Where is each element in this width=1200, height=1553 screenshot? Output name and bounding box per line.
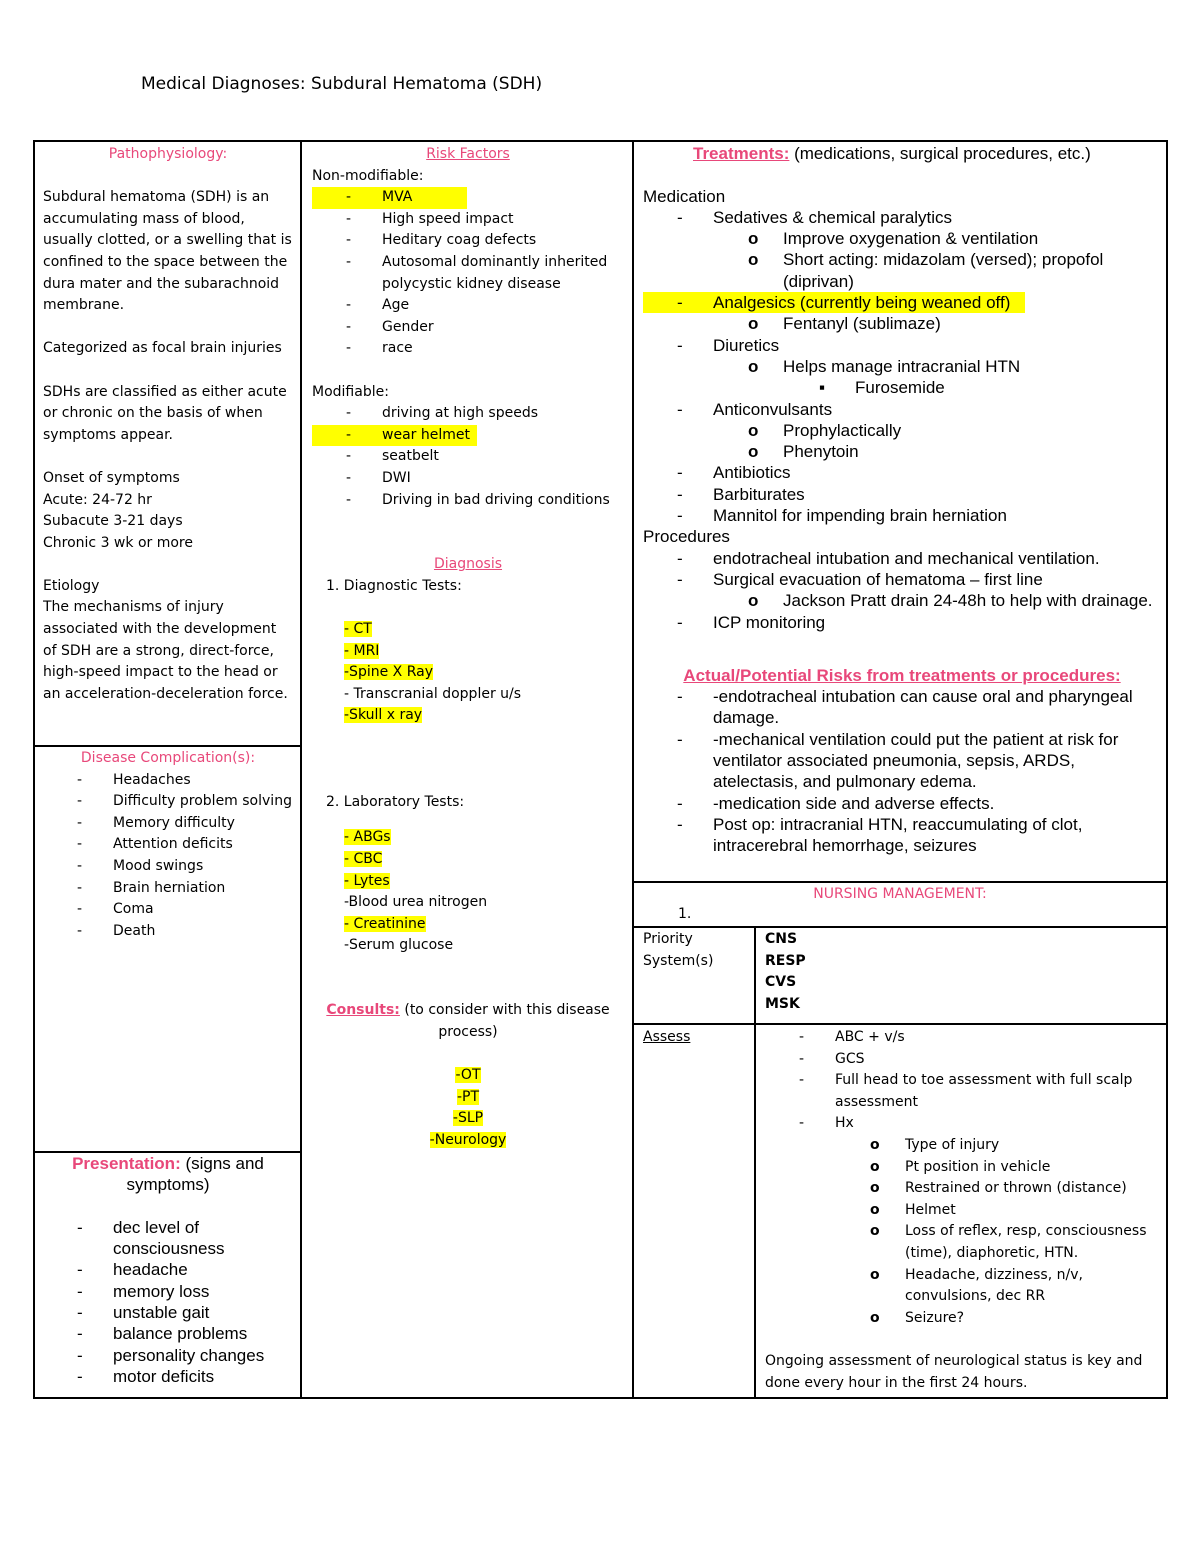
row-divider-nursing [632, 881, 1168, 883]
list-item: - Diuretics [643, 335, 1161, 356]
list-item: -SLP [452, 1110, 484, 1127]
presentation-heading-row [43, 1153, 293, 1196]
ongoing-assessment-text: Ongoing assessment of neurological status is key and done every hour in the first 24 hours. [765, 1352, 1143, 1391]
nursing-number: 1. [678, 906, 692, 922]
list-item: o Loss of reflex, resp, consciousness (time), diaphoretic, HTN. [765, 1221, 1160, 1264]
row-divider-complications [33, 745, 302, 747]
list-item: - -medication side and adverse effects. [643, 793, 1161, 814]
consults-heading-row [312, 1000, 624, 1043]
list-item: - Mannitol for impending brain herniation [643, 505, 1161, 526]
list-item: -OT [455, 1066, 481, 1083]
system-item: MSK [765, 995, 800, 1012]
list-item: - Headaches [43, 770, 293, 792]
treatments-heading-row [643, 143, 1161, 164]
onset-title: Onset of symptoms [43, 469, 180, 486]
priority-label-cell [643, 929, 748, 972]
list-item: - memory loss [43, 1281, 293, 1302]
priority-systems-cell [765, 929, 1155, 1015]
list-item: o Seizure? [765, 1308, 1160, 1330]
categorized-text: Categorized as focal brain injuries [43, 340, 282, 357]
list-item: - personality changes [43, 1345, 293, 1366]
classification-text: SDHs are classified as either acute or chronic on the basis of when symptoms appear. [43, 383, 287, 443]
assess-content-cell [765, 1027, 1160, 1394]
list-item: - Analgesics (currently being weaned off) [643, 292, 1025, 313]
etiology-text: The mechanisms of injury associated with the development of SDH are a strong, direct-force, high-speed impact to the head or an acceleration-deceleration force. [43, 599, 288, 702]
list-item: - Full head to toe assessment with full scalp assessment [765, 1070, 1160, 1113]
list-item: - Attention deficits [43, 834, 293, 856]
onset-chronic: Chronic 3 wk or more [43, 534, 193, 551]
list-item: - Death [43, 921, 293, 943]
list-item: o Improve oxygenation & ventilation [643, 228, 1161, 249]
treatments-heading: Treatments: [693, 144, 790, 163]
list-item: o Type of injury [765, 1135, 1160, 1157]
list-item: - Creatinine [344, 915, 426, 932]
list-item: o Helps manage intracranial HTN [643, 356, 1161, 377]
page-title: Medical Diagnoses: Subdural Hematoma (SDH) [141, 74, 543, 94]
list-item: - Antibiotics [643, 462, 1161, 483]
list-item: - ABGs [344, 829, 391, 846]
list-item: - Coma [43, 899, 293, 921]
list-item: - Surgical evacuation of hematoma – first line [643, 569, 1161, 590]
list-item: - MRI [344, 642, 380, 659]
laboratory-tests-title: 2. Laboratory Tests: [326, 793, 465, 810]
assess-label-cell [643, 1027, 748, 1049]
presentation-heading: Presentation: [72, 1154, 181, 1173]
system-item: CNS [765, 931, 798, 947]
list-item: - Hx [765, 1113, 1160, 1135]
list-item: - driving at high speeds [312, 403, 624, 425]
list-item: o Phenytoin [643, 441, 1161, 462]
list-item: - Driving in bad driving conditions [312, 490, 624, 512]
list-item: - CT [344, 621, 372, 638]
column-divider-2 [632, 140, 634, 1399]
treatments-section [643, 143, 1161, 880]
list-item: - Age [312, 295, 624, 317]
table-border-left [33, 140, 35, 1399]
nursing-management-heading: NURSING MANAGEMENT: [813, 886, 987, 902]
list-item: - motor deficits [43, 1366, 293, 1387]
onset-acute: Acute: 24-72 hr [43, 491, 152, 508]
list-item: -Blood urea nitrogen [344, 894, 488, 911]
list-item: -Spine X Ray [344, 664, 433, 681]
list-item: - seatbelt [312, 446, 624, 468]
list-item: o Headache, dizziness, n/v, convulsions, dec RR [765, 1265, 1160, 1308]
system-item: CVS [765, 974, 797, 991]
column-divider-1 [300, 140, 302, 1399]
list-item: - -endotracheal intubation can cause oral and pharyngeal damage. [643, 686, 1161, 729]
priority-label: Priority System(s) [643, 931, 714, 969]
medication-title: Medication [643, 186, 726, 206]
list-item: - Difficulty problem solving [43, 791, 293, 813]
assess-label: Assess [643, 1029, 691, 1045]
list-item: - Transcranial doppler u/s [344, 685, 522, 702]
list-item: - High speed impact [312, 209, 624, 231]
list-item: o Short acting: midazolam (versed); propofol (diprivan) [643, 249, 1161, 292]
consults-heading: Consults: [326, 1002, 400, 1019]
etiology-title: Etiology [43, 577, 100, 594]
complications-section [43, 748, 293, 942]
list-item: - Barbiturates [643, 484, 1161, 505]
nonmodifiable-title: Non-modifiable: [312, 167, 424, 184]
row-divider-assess [632, 1023, 1168, 1025]
presentation-section [43, 1153, 293, 1387]
risk-factors-heading: Risk Factors [426, 146, 510, 162]
system-item: RESP [765, 952, 806, 969]
nursing-column-divider [754, 926, 756, 1399]
table-border-top [33, 140, 1168, 142]
list-item: - balance problems [43, 1323, 293, 1344]
risks-heading: Actual/Potential Risks from treatments or procedures: [683, 665, 1121, 685]
list-item: - headache [43, 1259, 293, 1280]
list-item: - CBC [344, 851, 383, 868]
list-item: - wear helmet [312, 425, 477, 447]
list-item: o Pt position in vehicle [765, 1157, 1160, 1179]
pathophysiology-section [43, 144, 293, 705]
list-item: -PT [456, 1088, 480, 1105]
list-item: - Lytes [344, 872, 390, 889]
list-item: -Neurology [429, 1131, 507, 1148]
list-item: -Serum glucose [344, 937, 454, 954]
nursing-management-header [636, 884, 1164, 926]
presentation-subheading: (signs and symptoms) [126, 1154, 264, 1195]
list-item: - Heditary coag defects [312, 230, 624, 252]
list-item: - unstable gait [43, 1302, 293, 1323]
list-item: - Memory difficulty [43, 813, 293, 835]
list-item: o Helmet [765, 1200, 1160, 1222]
list-item: - ICP monitoring [643, 612, 1161, 633]
modifiable-title: Modifiable: [312, 383, 389, 400]
list-item: o Fentanyl (sublimaze) [643, 313, 1161, 334]
list-item: - DWI [312, 468, 624, 490]
risk-diagnosis-section [312, 144, 624, 1151]
diagnostic-tests-title: 1. Diagnostic Tests: [326, 577, 462, 594]
list-item: - ABC + v/s [765, 1027, 1160, 1049]
table-border-right [1166, 140, 1168, 1399]
list-item: - MVA [312, 187, 467, 209]
list-item: - Post op: intracranial HTN, reaccumulating of clot, intracerebral hemorrhage, seizures [643, 814, 1161, 857]
row-divider-priority [632, 926, 1168, 928]
onset-subacute: Subacute 3-21 days [43, 513, 183, 530]
sdh-definition: Subdural hematoma (SDH) is an accumulating mass of blood, usually clotted, or a swelling that is confined to the space between the dura mater and the subarachnoid membrane. [43, 189, 292, 314]
treatments-subheading: (medications, surgical procedures, etc.) [789, 144, 1091, 163]
diagnosis-heading: Diagnosis [433, 556, 503, 573]
list-item: o Prophylactically [643, 420, 1161, 441]
list-item: - race [312, 338, 624, 360]
list-item: o Restrained or thrown (distance) [765, 1178, 1160, 1200]
list-item: - Gender [312, 317, 624, 339]
complications-heading: Disease Complication(s): [80, 750, 256, 766]
list-item: - Sedatives & chemical paralytics [643, 207, 1161, 228]
list-item: - endotracheal intubation and mechanical ventilation. [643, 548, 1161, 569]
procedures-title: Procedures [643, 527, 730, 547]
list-item: - Autosomal dominantly inherited polycystic kidney disease [312, 252, 624, 295]
table-border-bottom [33, 1397, 1168, 1399]
consults-subheading: (to consider with this disease process) [399, 1002, 610, 1040]
list-item: o Jackson Pratt drain 24-48h to help with drainage. [643, 590, 1161, 611]
list-item: - GCS [765, 1049, 1160, 1071]
pathophysiology-heading: Pathophysiology: [108, 146, 228, 162]
list-item: - Mood swings [43, 856, 293, 878]
list-item: - dec level of consciousness [43, 1217, 293, 1260]
list-item: -Skull x ray [344, 707, 423, 724]
list-item: - -mechanical ventilation could put the patient at risk for ventilator associated pneumonia, sepsis, ARDS, atelectasis, and pulmonary edema. [643, 729, 1161, 793]
list-item: - Anticonvulsants [643, 399, 1161, 420]
list-item: - Brain herniation [43, 878, 293, 900]
list-item: ▪ Furosemide [643, 377, 1161, 398]
